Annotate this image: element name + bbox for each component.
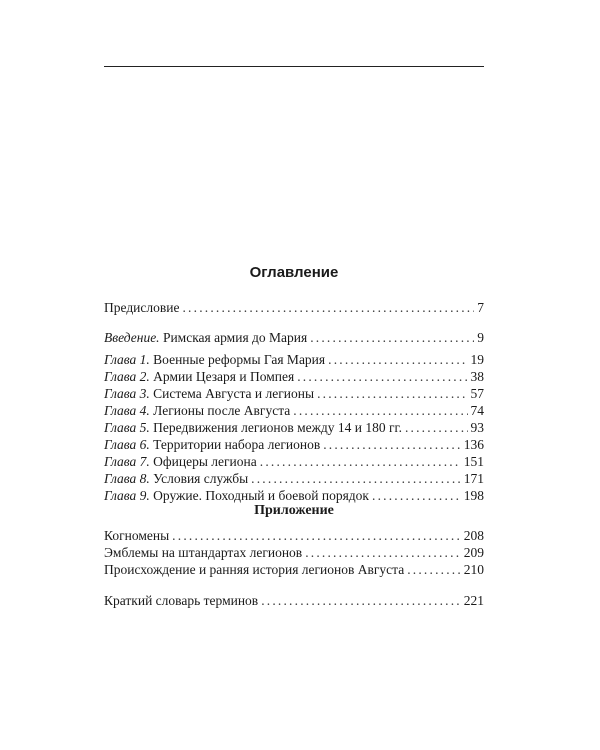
dot-leader [323, 436, 461, 454]
page-number: 208 [463, 528, 484, 543]
dot-leader [405, 419, 468, 437]
entry-title: Передвижения легионов между 14 и 180 гг. [153, 420, 402, 435]
page-number: 7 [477, 300, 484, 315]
dot-leader [297, 368, 467, 386]
toc-entry-appendix-3[interactable] [104, 561, 484, 579]
toc-title: Оглавление [249, 264, 339, 281]
page-number: 9 [477, 330, 484, 345]
top-rule [104, 66, 484, 67]
dot-leader [260, 453, 461, 471]
toc-entry-chapter-6[interactable] [104, 436, 484, 454]
entry-title: Краткий словарь терминов [104, 593, 259, 608]
dot-leader [251, 470, 461, 488]
page-number: 151 [463, 454, 484, 469]
toc-entry-chapter-7[interactable] [104, 453, 484, 471]
toc-entry-preface[interactable] [104, 299, 484, 317]
toc-entry-chapter-3[interactable] [104, 385, 484, 403]
entry-prefix: Глава 9. [104, 488, 150, 503]
page-number: 221 [463, 593, 484, 608]
page-number: 136 [463, 437, 484, 452]
page-number: 57 [470, 386, 484, 401]
dot-leader [305, 544, 461, 562]
entry-prefix: Введение. [104, 330, 160, 345]
entry-prefix: Глава 2. [104, 369, 150, 384]
dot-leader [182, 299, 474, 317]
toc-entry-glossary[interactable] [104, 592, 484, 610]
toc-entry-chapter-2[interactable] [104, 368, 484, 386]
page-number: 171 [463, 471, 484, 486]
page-number: 209 [463, 545, 484, 560]
dot-leader [310, 329, 474, 347]
entry-title: Офицеры легиона [153, 454, 257, 469]
entry-title: Территории набора легионов [153, 437, 321, 452]
toc-entry-appendix-1[interactable] [104, 527, 484, 545]
entry-prefix: Глава 4. [104, 403, 150, 418]
entry-title: Система Августа и легионы [153, 386, 315, 401]
entry-title: Легионы после Августа [153, 403, 291, 418]
page-number: 198 [463, 488, 484, 503]
toc-entry-appendix-2[interactable] [104, 544, 484, 562]
toc-entry-chapter-1[interactable] [104, 351, 484, 369]
dot-leader [293, 402, 467, 420]
entry-prefix: Глава 7. [104, 454, 150, 469]
page-number: 38 [470, 369, 484, 384]
entry-title: Армии Цезаря и Помпея [153, 369, 295, 384]
entry-prefix: Глава 3. [104, 386, 150, 401]
entry-title: Предисловие [104, 300, 180, 315]
dot-leader [261, 592, 461, 610]
page-number: 74 [470, 403, 484, 418]
page-number: 210 [463, 562, 484, 577]
dot-leader [328, 351, 467, 369]
entry-title: Военные реформы Гая Мария [153, 352, 326, 367]
toc-entry-intro[interactable] [104, 329, 484, 347]
entry-prefix: Глава 5. [104, 420, 150, 435]
entry-title: Когномены [104, 528, 170, 543]
dot-leader [317, 385, 467, 403]
page-number: 93 [470, 420, 484, 435]
entry-title: Условия службы [153, 471, 249, 486]
entry-title: Римская армия до Мария [162, 330, 308, 345]
toc-entry-chapter-5[interactable] [104, 419, 484, 437]
appendix-title: Приложение [254, 503, 334, 518]
toc-entry-chapter-4[interactable] [104, 402, 484, 420]
entry-prefix: Глава 8. [104, 471, 150, 486]
entry-prefix: Глава 6. [104, 437, 150, 452]
entry-title: Эмблемы на штандартах легионов [104, 545, 303, 560]
page-number: 19 [470, 352, 484, 367]
entry-title: Происхождение и ранняя история легионов Августа [104, 562, 405, 577]
entry-prefix: Глава 1. [104, 352, 150, 367]
toc-entry-chapter-8[interactable] [104, 470, 484, 488]
entry-title: Оружие. Походный и боевой порядок [153, 488, 369, 503]
dot-leader [172, 527, 461, 545]
dot-leader [407, 561, 461, 579]
